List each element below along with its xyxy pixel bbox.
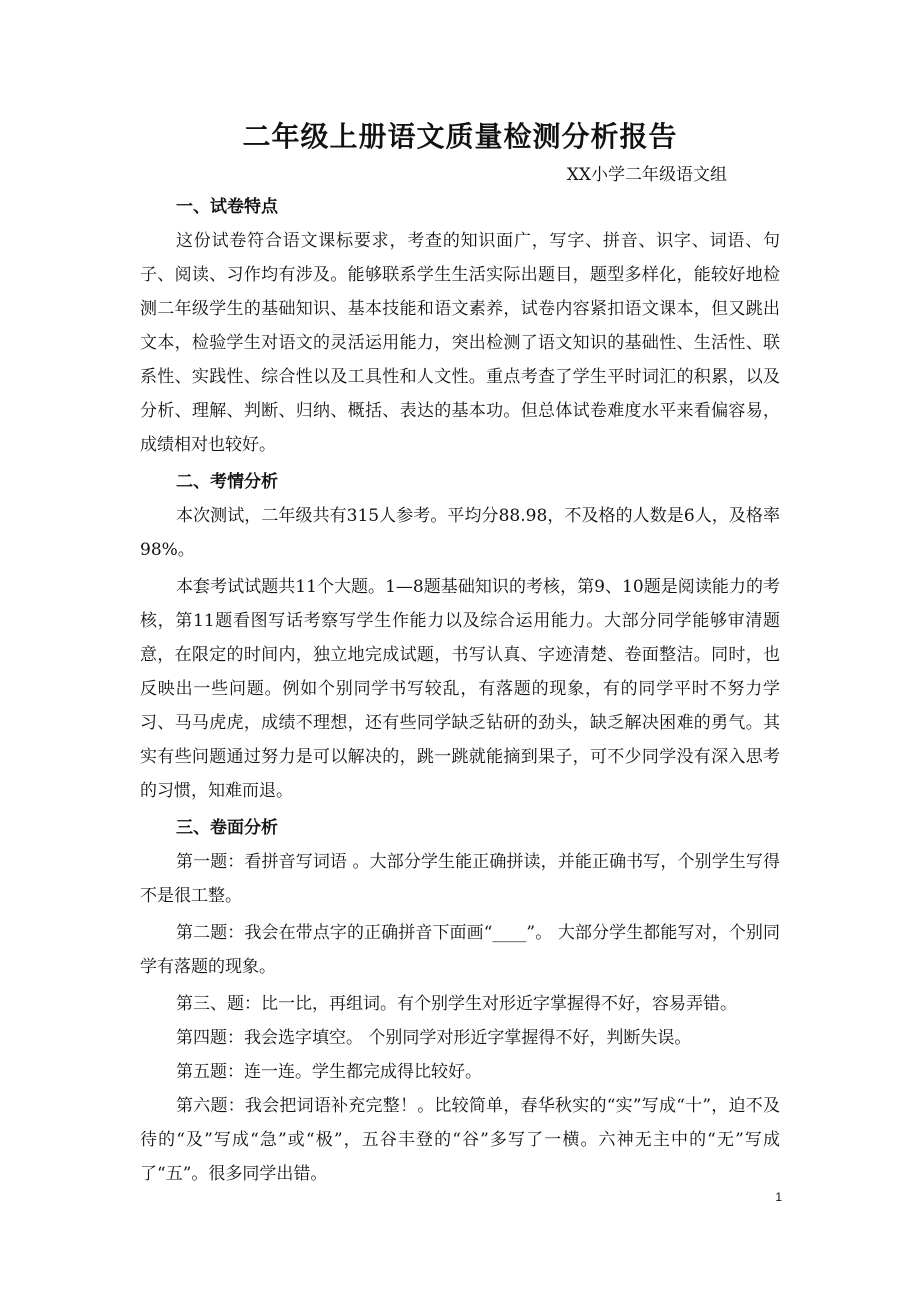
paragraph-question-3: 第三、题：比一比，再组词。有个别学生对形近字掌握得不好，容易弄错。: [176, 994, 737, 1014]
paragraph-question-1: 第一题：看拼音写词语 。大部分学生能正确拼读，并能正确书写，个别学生写得不是很工整。: [140, 852, 780, 906]
paragraph-paper-features: 这份试卷符合语文课标要求，考查的知识面广，写字、拼音、识字、词语、句子、阅读、习作均有涉及。能够联系学生生活实际出题目，题型多样化，能较好地检测二年级学生的基础知识、基本技能和语文素养，试卷内容紧扣语文课本，但又跳出文本，检验学生对语文的灵活运用能力，突出检测了语文知识的基础性、生活性、联系性、实践性、综合性以及工具性和人文性。重点考查了学生平时词汇的积累，以及分析、理解、判断、归纳、概括、表达的基本功。但总体试卷难度水平来看偏容易，成绩相对也较好。: [140, 231, 780, 455]
paragraph-question-2: 第二题：我会在带点字的正确拼音下面画“____”。 大部分学生都能写对，个别同学有落题的现象。: [140, 923, 780, 977]
section-heading-paper-features: 一、试卷特点: [176, 197, 278, 217]
paragraph-question-6: 第六题：我会把词语补充完整！。比较简单，春华秋实的“实”写成“十”，迫不及待的“及”写成“急”或“极”，五谷丰登的“谷”多写了一横。六神无主中的“无”写成了“五”。很多同学出错。: [140, 1096, 780, 1184]
section-heading-paper-analysis: 三、卷面分析: [176, 818, 278, 838]
page-number: 1: [775, 1190, 782, 1204]
paragraph-exam-structure: 本套考试试题共11个大题。1—8题基础知识的考核，第9、10题是阅读能力的考核，第11题看图写话考察写学生作能力以及综合运用能力。大部分同学能够审清题意，在限定的时间内，独立地完成试题，书写认真、字迹清楚、卷面整洁。同时，也反映出一些问题。例如个别同学书写较乱，有落题的现象，有的同学平时不努力学习、马马虎虎，成绩不理想，还有些同学缺乏钻研的劲头，缺乏解决困难的勇气。其实有些问题通过努力是可以解决的，跳一跳就能摘到果子，可不少同学没有深入思考的习惯，知难而退。: [140, 577, 780, 801]
paragraph-question-4: 第四题：我会选字填空。 个别同学对形近字掌握得不好，判断失误。: [176, 1028, 692, 1048]
section-heading-exam-analysis: 二、考情分析: [176, 472, 278, 492]
paragraph-exam-stats: 本次测试，二年级共有315人参考。平均分88.98，不及格的人数是6人，及格率98%。: [140, 506, 780, 560]
author-line: XX小学二年级语文组: [566, 165, 727, 185]
document-body: [140, 190, 780, 1191]
paragraph-question-5: 第五题：连一连。学生都完成得比较好。: [176, 1062, 482, 1082]
document-title: 二年级上册语文质量检测分析报告: [242, 120, 678, 153]
